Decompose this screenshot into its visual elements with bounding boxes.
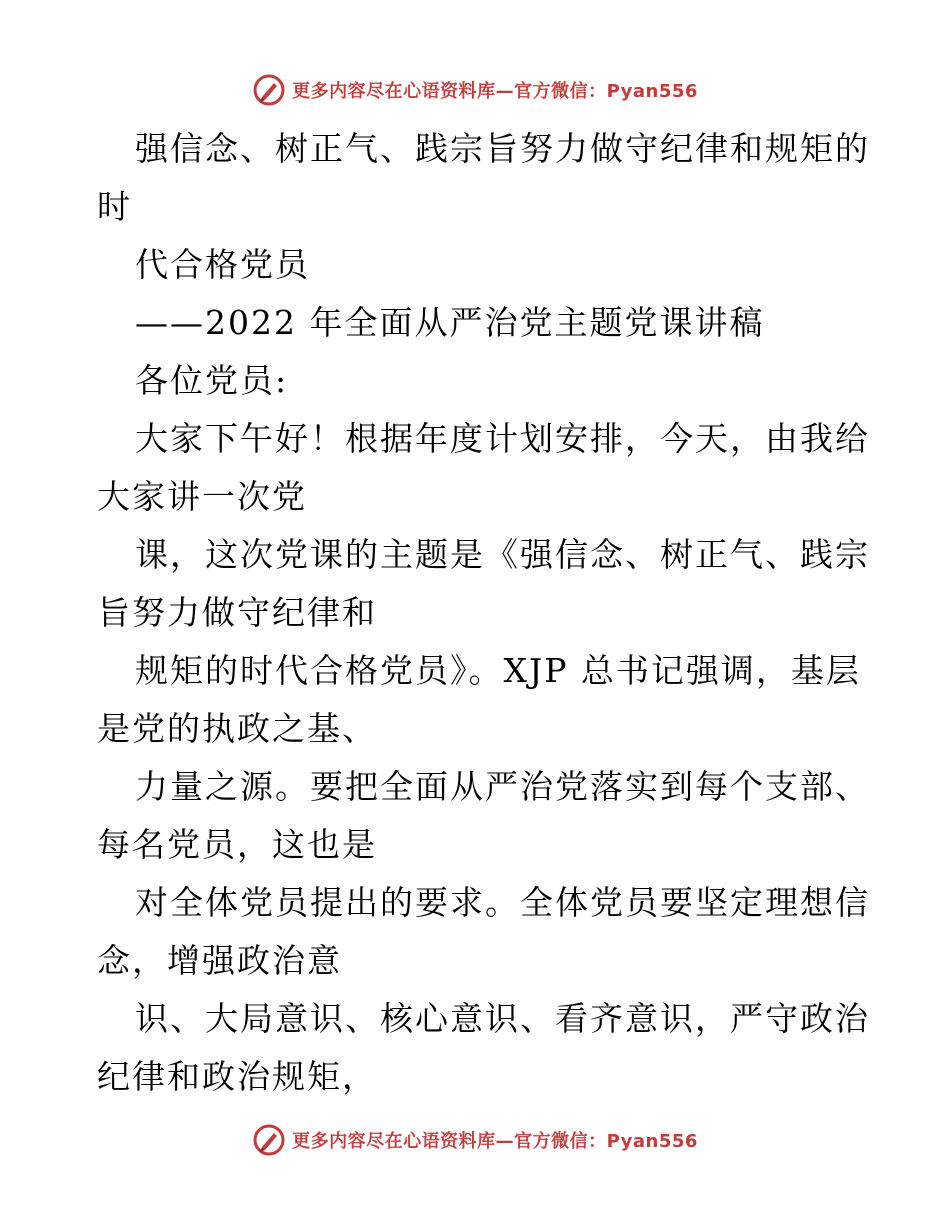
text-line: 强信念、树正气、践宗旨努力做守纪律和规矩的: [135, 129, 870, 168]
pen-logo-icon: [252, 73, 286, 107]
text-line: 课，这次党课的主题是《强信念、树正气、践宗: [135, 535, 870, 574]
text-line: ——2022 年全面从严治党主题党课讲稿: [135, 303, 765, 342]
text-line: 是党的执政之基、: [97, 709, 377, 748]
document-body: [97, 120, 870, 1106]
footer-watermark: [0, 1120, 950, 1160]
text-line: 纪律和政治规矩，: [97, 1057, 377, 1096]
text-line: 每名党员，这也是: [97, 825, 377, 864]
text-line: 代合格党员: [135, 245, 310, 284]
text-line: 规矩的时代合格党员》。XJP 总书记强调，基层: [135, 651, 861, 690]
text-line: 大家下午好！根据年度计划安排，今天，由我给: [135, 419, 870, 458]
text-line: 各位党员:: [135, 361, 289, 400]
pen-logo-icon: [252, 1123, 286, 1157]
watermark-text: 更多内容尽在心语资料库—官方微信：Pyan556: [292, 1131, 698, 1152]
text-line: 对全体党员提出的要求。全体党员要坚定理想信: [135, 883, 870, 922]
text-line: 旨努力做守纪律和: [97, 593, 377, 632]
text-line: 念，增强政治意: [97, 941, 342, 980]
header-watermark: [0, 70, 950, 110]
text-line: 识、大局意识、核心意识、看齐意识，严守政治: [135, 999, 870, 1038]
text-line: 力量之源。要把全面从严治党落实到每个支部、: [135, 767, 870, 806]
text-line: 大家讲一次党: [97, 477, 307, 516]
watermark-text: 更多内容尽在心语资料库—官方微信：Pyan556: [292, 81, 698, 102]
text-line: 时: [97, 187, 132, 226]
